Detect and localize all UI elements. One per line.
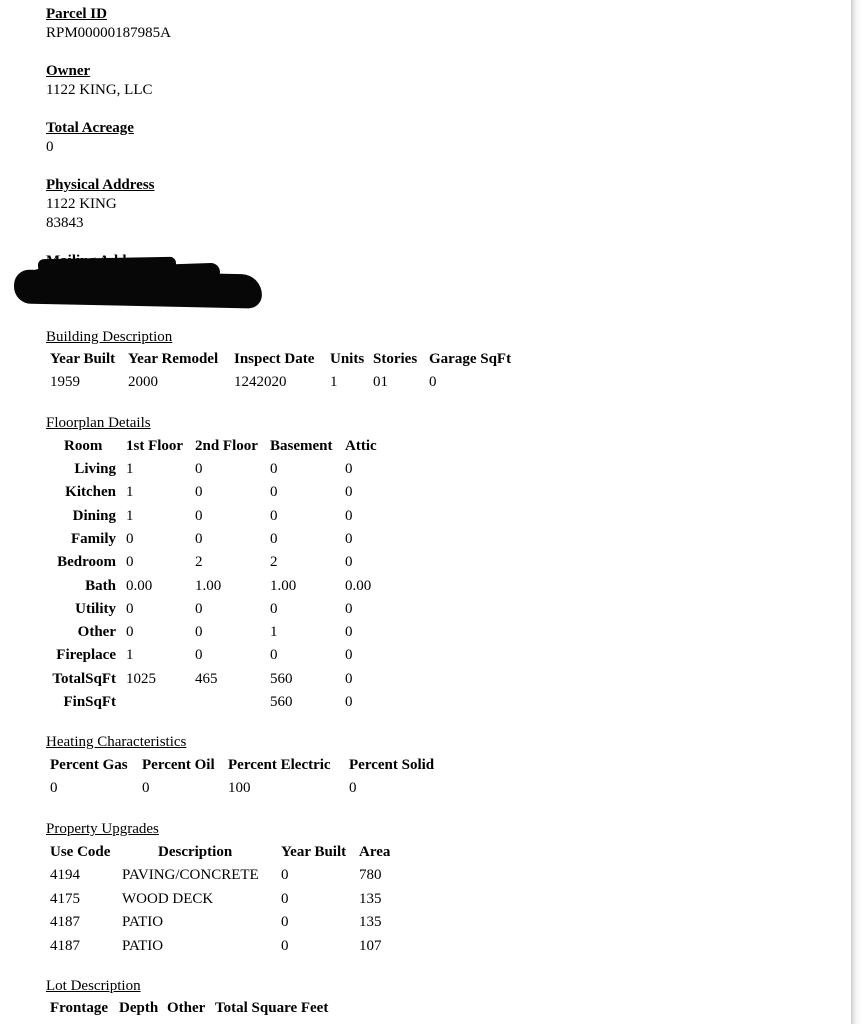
building-value-year-built: 1959 bbox=[50, 374, 80, 390]
floorplan-cell-basement: 2 bbox=[270, 554, 278, 571]
upgrades-header-use-code: Use Code bbox=[50, 844, 111, 860]
upgrades-cell-description: PATIO bbox=[122, 938, 164, 955]
floorplan-cell-room: Bedroom bbox=[57, 554, 116, 571]
heating-header-percent-electric: Percent Electric bbox=[228, 757, 331, 773]
building-value-stories: 01 bbox=[373, 374, 388, 390]
lot-section-title: Lot Description bbox=[46, 978, 141, 994]
floorplan-cell-basement: 1.00 bbox=[270, 577, 297, 594]
floorplan-header-room: Room bbox=[64, 438, 103, 454]
upgrades-cell-year-built: 0 bbox=[281, 938, 289, 955]
building-header-garage-sqft: Garage SqFt bbox=[429, 351, 512, 367]
floorplan-cell-basement: 560 bbox=[270, 670, 293, 687]
floorplan-header-1st-floor: 1st Floor bbox=[126, 438, 184, 454]
floorplan-section-title: Floorplan Details bbox=[46, 415, 151, 431]
building-value-year-remodel: 2000 bbox=[128, 374, 158, 390]
lot-header-frontage: Frontage bbox=[50, 1000, 109, 1016]
page-edge bbox=[852, 0, 862, 1024]
floorplan-cell-room: Family bbox=[71, 530, 116, 547]
heating-value-percent-electric: 100 bbox=[228, 780, 251, 796]
upgrades-cell-area: 107 bbox=[359, 938, 382, 955]
floorplan-cell-2nd-floor: 465 bbox=[195, 670, 218, 687]
floorplan-cell-1st-floor: 1 bbox=[126, 461, 134, 477]
upgrades-cell-use-code: 4187 bbox=[50, 914, 80, 931]
floorplan-cell-basement: 0 bbox=[270, 461, 278, 477]
upgrades-cell-description: PAVING/CONCRETE bbox=[122, 867, 259, 883]
lot-header-total-square-feet: Total Square Feet bbox=[215, 1000, 329, 1016]
upgrades-header-description: Description bbox=[158, 844, 233, 860]
upgrades-cell-year-built: 0 bbox=[281, 867, 289, 883]
floorplan-cell-1st-floor: 0 bbox=[126, 530, 134, 547]
upgrades-section-title: Property Upgrades bbox=[46, 821, 159, 837]
owner-value: 1122 KING, LLC bbox=[46, 82, 153, 98]
floorplan-cell-attic: 0 bbox=[345, 600, 353, 617]
floorplan-cell-room: Fireplace bbox=[56, 647, 116, 664]
floorplan-cell-1st-floor: 0 bbox=[126, 554, 134, 571]
heating-header-percent-gas: Percent Gas bbox=[50, 757, 128, 773]
upgrades-cell-area: 135 bbox=[359, 914, 382, 931]
physical-address-label: Physical Address bbox=[46, 177, 155, 193]
floorplan-cell-attic: 0 bbox=[345, 484, 353, 501]
floorplan-cell-1st-floor: 0 bbox=[126, 600, 134, 617]
floorplan-cell-2nd-floor: 0 bbox=[195, 624, 203, 641]
owner-label: Owner bbox=[46, 63, 91, 79]
heating-section-title: Heating Characteristics bbox=[46, 734, 187, 750]
floorplan-cell-2nd-floor: 2 bbox=[195, 554, 203, 571]
floorplan-cell-attic: 0 bbox=[345, 624, 353, 641]
heating-header-percent-oil: Percent Oil bbox=[142, 757, 215, 773]
upgrades-cell-area: 135 bbox=[359, 890, 382, 907]
floorplan-cell-2nd-floor: 0 bbox=[195, 484, 203, 501]
physical-address-line2: 83843 bbox=[46, 215, 84, 231]
total-acreage-label: Total Acreage bbox=[46, 120, 134, 136]
upgrades-header-area: Area bbox=[359, 844, 391, 860]
floorplan-cell-attic: 0 bbox=[345, 670, 353, 687]
floorplan-cell-1st-floor: 0 bbox=[126, 624, 134, 641]
floorplan-cell-room: Kitchen bbox=[65, 484, 116, 501]
building-value-garage-sqft: 0 bbox=[429, 374, 437, 390]
upgrades-cell-use-code: 4187 bbox=[50, 938, 80, 955]
floorplan-cell-2nd-floor: 0 bbox=[195, 507, 203, 524]
building-value-units: 1 bbox=[330, 374, 338, 390]
lot-header-other: Other bbox=[167, 1000, 206, 1016]
floorplan-cell-attic: 0 bbox=[345, 554, 353, 571]
floorplan-cell-1st-floor: 1025 bbox=[126, 670, 156, 687]
floorplan-cell-1st-floor: 0.00 bbox=[126, 577, 153, 594]
building-header-year-built: Year Built bbox=[50, 351, 116, 367]
floorplan-header-attic: Attic bbox=[345, 438, 377, 454]
heating-header-percent-solid: Percent Solid bbox=[349, 757, 435, 773]
heating-value-percent-solid: 0 bbox=[349, 780, 357, 796]
floorplan-cell-basement: 0 bbox=[270, 484, 278, 501]
upgrades-cell-year-built: 0 bbox=[281, 914, 289, 931]
upgrades-cell-description: PATIO bbox=[122, 914, 164, 931]
upgrades-cell-description: WOOD DECK bbox=[122, 890, 214, 907]
floorplan-cell-basement: 0 bbox=[270, 530, 278, 547]
floorplan-cell-attic: 0 bbox=[345, 461, 353, 477]
building-header-units: Units bbox=[330, 351, 365, 367]
floorplan-cell-attic: 0 bbox=[345, 647, 353, 664]
floorplan-cell-basement: 0 bbox=[270, 647, 278, 664]
floorplan-cell-room: Bath bbox=[85, 577, 116, 594]
floorplan-cell-1st-floor: 1 bbox=[126, 507, 134, 524]
parcel-id-value: RPM00000187985A bbox=[46, 25, 172, 41]
floorplan-cell-room: Dining bbox=[72, 507, 116, 524]
upgrades-cell-use-code: 4175 bbox=[50, 890, 80, 907]
heating-value-percent-gas: 0 bbox=[50, 780, 58, 796]
building-section-title: Building Description bbox=[46, 329, 173, 345]
building-value-inspect-date: 1242020 bbox=[234, 374, 287, 390]
lot-header-depth: Depth bbox=[119, 1000, 159, 1016]
floorplan-cell-attic: 0 bbox=[345, 530, 353, 547]
floorplan-cell-2nd-floor: 0 bbox=[195, 461, 203, 477]
floorplan-cell-attic: 0.00 bbox=[345, 577, 372, 594]
floorplan-cell-1st-floor: 1 bbox=[126, 647, 134, 664]
floorplan-cell-2nd-floor: 0 bbox=[195, 600, 203, 617]
building-header-stories: Stories bbox=[373, 351, 418, 367]
floorplan-cell-basement: 0 bbox=[270, 600, 278, 617]
floorplan-cell-2nd-floor: 1.00 bbox=[195, 577, 222, 594]
floorplan-cell-room: Utility bbox=[75, 600, 116, 617]
upgrades-cell-use-code: 4194 bbox=[50, 867, 80, 883]
floorplan-cell-room: Living bbox=[74, 461, 116, 477]
upgrades-cell-year-built: 0 bbox=[281, 890, 289, 907]
floorplan-cell-2nd-floor: 0 bbox=[195, 530, 203, 547]
building-header-inspect-date: Inspect Date bbox=[234, 351, 315, 367]
floorplan-cell-room: FinSqFt bbox=[63, 694, 116, 710]
floorplan-cell-basement: 560 bbox=[270, 694, 293, 710]
upgrades-cell-area: 780 bbox=[359, 867, 382, 883]
floorplan-cell-2nd-floor: 0 bbox=[195, 647, 203, 664]
physical-address-line1: 1122 KING bbox=[46, 196, 117, 212]
upgrades-header-year-built: Year Built bbox=[281, 844, 347, 860]
total-acreage-value: 0 bbox=[46, 139, 54, 155]
floorplan-cell-basement: 0 bbox=[270, 507, 278, 524]
floorplan-cell-room: Other bbox=[77, 624, 116, 641]
building-header-year-remodel: Year Remodel bbox=[128, 351, 219, 367]
floorplan-cell-attic: 0 bbox=[345, 507, 353, 524]
floorplan-header-basement: Basement bbox=[270, 438, 333, 454]
floorplan-cell-attic: 0 bbox=[345, 694, 353, 710]
parcel-id-label: Parcel ID bbox=[46, 6, 107, 22]
floorplan-header-2nd-floor: 2nd Floor bbox=[195, 438, 258, 454]
floorplan-cell-1st-floor: 1 bbox=[126, 484, 134, 501]
page-edge-line bbox=[851, 0, 852, 1024]
floorplan-cell-basement: 1 bbox=[270, 624, 278, 641]
heating-value-percent-oil: 0 bbox=[142, 780, 150, 796]
floorplan-cell-room: TotalSqFt bbox=[52, 670, 116, 687]
